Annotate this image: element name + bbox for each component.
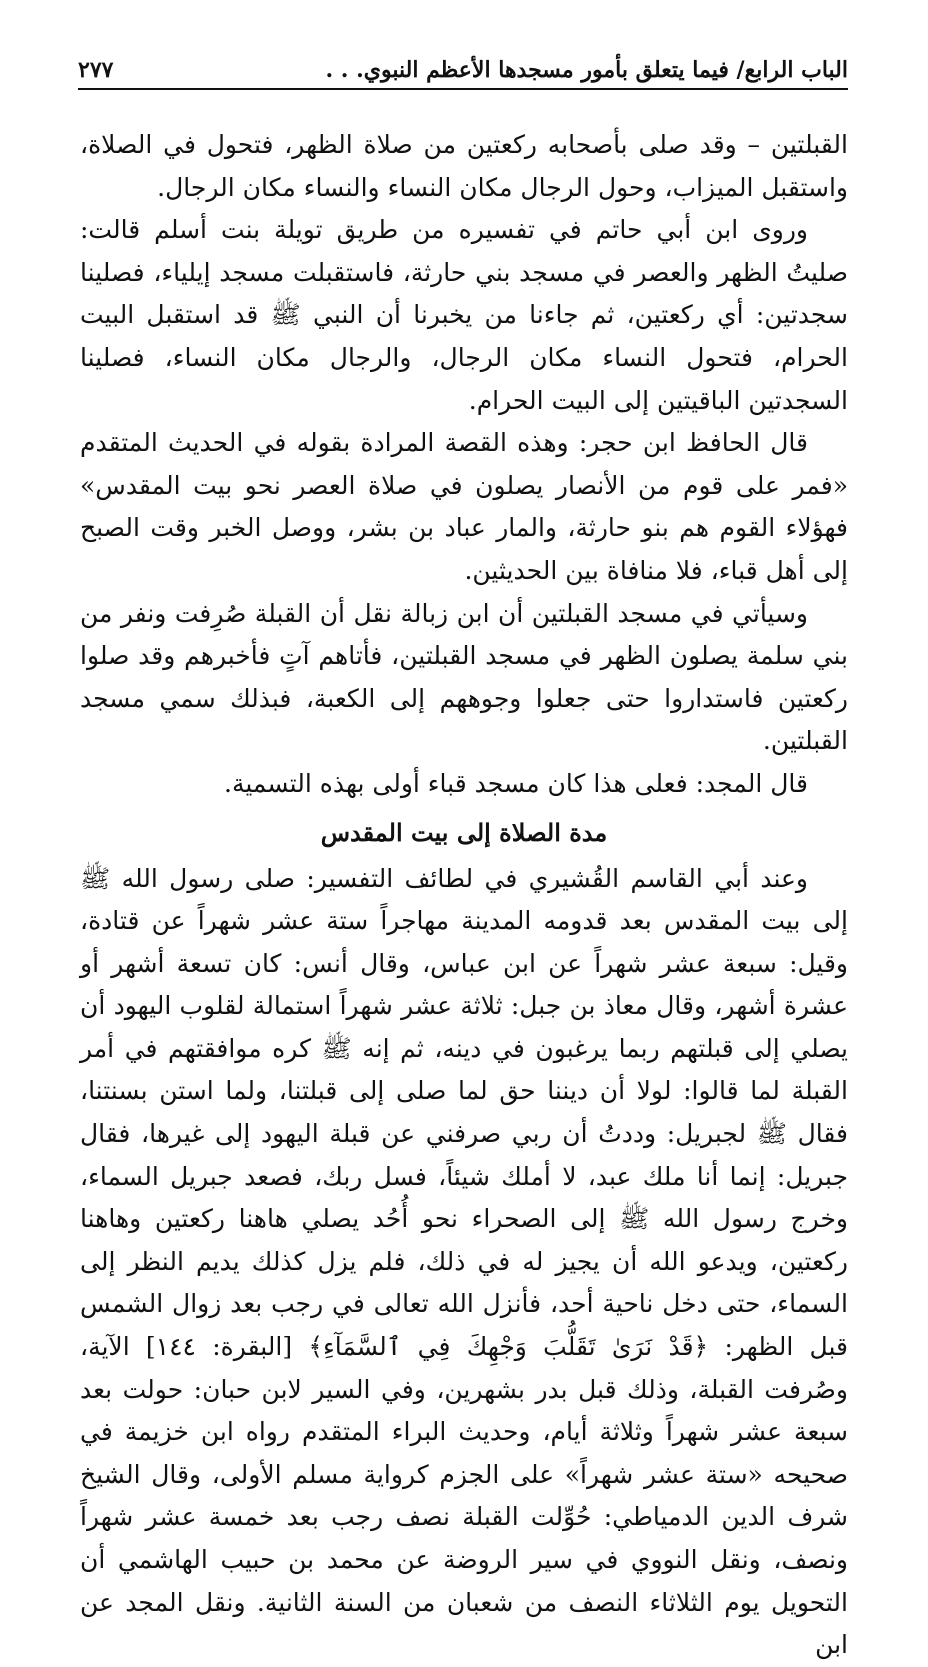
paragraph: وعند أبي القاسم القُشيري في لطائف التفسير: صلى رسول الله ﷺ إلى بيت المقدس بعد قدومه المدينة مهاجراً ستة عشر شهراً عن قتادة، وقيل: سبعة عشر شهراً عن ابن عباس، وقال أنس: كان تسعة أشهر أو عشرة أشهر، وقال معاذ بن جبل: ثلاثة عشر شهراً استمالة لقلوب اليهود أن يصلي إلى قبلتهم ربما يرغبون في دينه، ثم إنه ﷺ كره موافقتهم في أمر القبلة لما قالوا: لولا أن ديننا حق لما صلى إلى قبلتنا، ولما استن بسنتنا، فقال ﷺ لجبريل: وددتُ أن ربي صرفني عن قبلة اليهود إلى غيرها، فقال جبريل: إنما أنا ملك عبد، لا أملك شيئاً، فسل ربك، فصعد جبريل السماء، وخرج رسول الله ﷺ إلى الصحراء نحو أُحُد يصلي هاهنا ركعتين وهاهنا ركعتين، ويدعو الله أن يجيز له في ذلك، فلم يزل كذلك يديم النظر إلى السماء، حتى دخل ناحية أحد، فأنزل الله تعالى في رجب بعد زوال الشمس قبل الظهر: ﴿قَدْ نَرَىٰ تَقَلُّبَ وَجْهِكَ فِي ٱلسَّمَآءِ﴾ [البقرة: ١٤٤] الآية، وصُرفت القبلة، وذلك قبل بدر بشهرين، وفي السير لابن حبان: حولت بعد سبعة عشر شهراً وثلاثة أيام، وحديث البراء المتقدم رواه ابن خزيمة في صحيحه «ستة عشر شهراً» على الجزم كرواية مسلم الأولى، وقال الشيخ شرف الدين الدمياطي: حُوِّلت القبلة نصف رجب بعد خمسة عشر شهراً ونصف، ونقل النووي في سير الروضة عن محمد بن حبيب الهاشمي أن التحويل يوم الثلاثاء النصف من شعبان من السنة الثانية. ونقل المجد عن ابن (80, 863, 848, 1660)
paragraph: القبلتين – وقد صلى بأصحابه ركعتين من صلاة الظهر، فتحول في الصلاة، واستقبل الميزاب، وحول الرجال مكان النساء والنساء مكان الرجال. (80, 130, 848, 202)
paragraph: قال الحافظ ابن حجر: وهذه القصة المرادة بقوله في الحديث المتقدم «فمر على قوم من الأنصار يصلون في صلاة العصر نحو بيت المقدس» فهؤلاء القوم هم بنو حارثة، والمار عباد بن بشر، ووصل الخبر وقت الصبح إلى أهل قباء، فلا منافاة بين الحديثين. (80, 428, 848, 585)
page-body (80, 124, 848, 1667)
paragraph: قال المجد: فعلى هذا كان مسجد قباء أولى بهذه التسمية. (224, 768, 808, 798)
running-header (78, 56, 848, 90)
paragraph: وسيأتي في مسجد القبلتين أن ابن زبالة نقل أن القبلة صُرِفت ونفر من بني سلمة يصلون الظهر في مسجد القبلتين، فأتاهم آتٍ فأخبرهم وقد صلوا ركعتين فاستداروا حتى جعلوا وجوههم إلى الكعبة، فبذلك سمي مسجد القبلتين. (80, 598, 848, 756)
running-title: الباب الرابع/ فيما يتعلق بأمور مسجدها الأعظم النبوي. . . (325, 57, 848, 83)
page-number: ٢٧٧ (78, 57, 114, 83)
paragraph: وروى ابن أبي حاتم في تفسيره من طريق تويلة بنت أسلم قالت: صليتُ الظهر والعصر في مسجد بني حارثة، فاستقبلت مسجد إيلياء، فصلينا سجدتين: أي ركعتين، ثم جاءنا من يخبرنا أن النبي ﷺ قد استقبل البيت الحرام، فتحول النساء مكان الرجال، والرجال مكان النساء، فصلينا السجدتين الباقيتين إلى البيت الحرام. (80, 215, 848, 415)
section-heading: مدة الصلاة إلى بيت المقدس (320, 817, 608, 847)
